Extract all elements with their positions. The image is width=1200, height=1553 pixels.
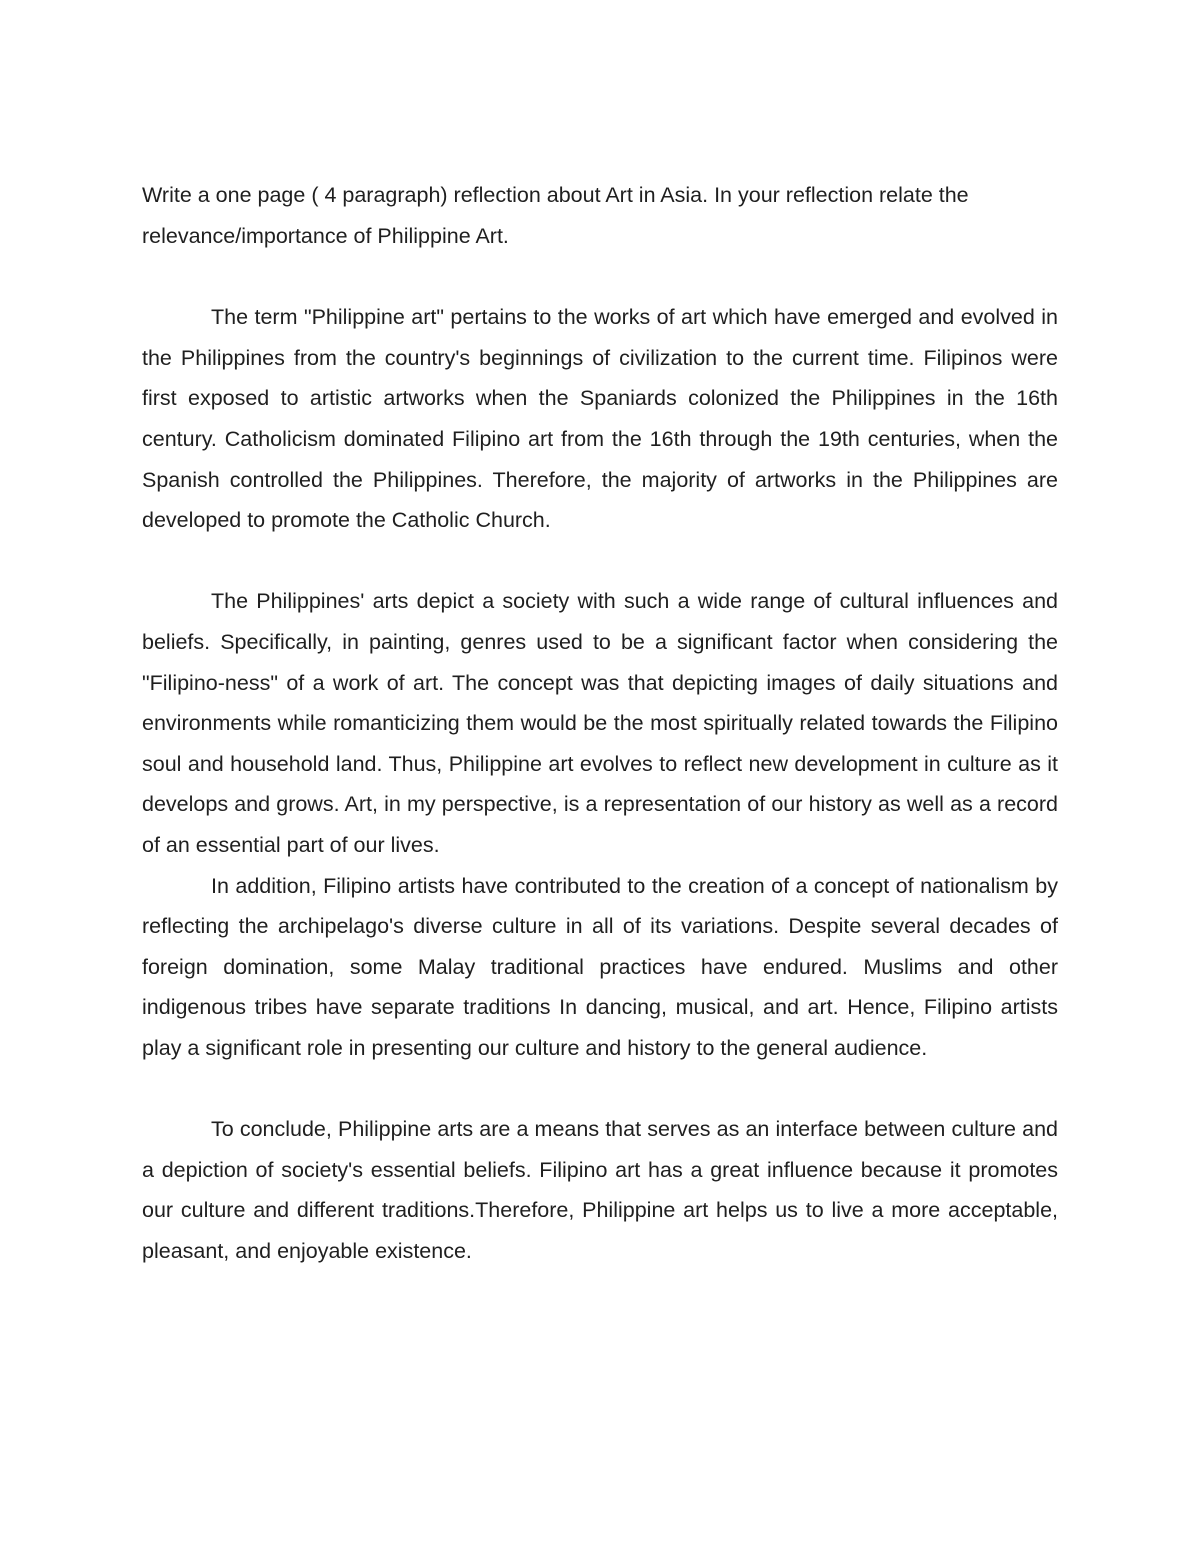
paragraph-2: The Philippines' arts depict a society with such a wide range of cultural influences and beliefs. Specifically, in painting, genres used to be a significant factor when considering the "Filipino-ness" of a work of art. The concept was that depicting images of daily situations and environments while romanticizing them would be the most spiritually related towards the Filipino soul and household land. Thus, Philippine art evolves to reflect new development in culture as it develops and grows. Art, in my perspective, is a representation of our history as well as a record of an essential part of our lives. (142, 589, 1058, 857)
assignment-prompt: Write a one page ( 4 paragraph) reflection about Art in Asia. In your reflection relate the relevance/importance of Philippine Art. (142, 183, 969, 248)
paragraph-4: To conclude, Philippine arts are a means that serves as an interface between culture and a depiction of society's essential beliefs. Filipino art has a great influence because it promotes our culture and different traditions.Therefore, Philippine art helps us to live a more acceptable, pleasant, and enjoyable existence. (142, 1117, 1058, 1263)
document-body (142, 175, 1058, 1271)
paragraph-1: The term "Philippine art" pertains to the works of art which have emerged and evolved in the Philippines from the country's beginnings of civilization to the current time. Filipinos were first exposed to artistic artworks when the Spaniards colonized the Philippines in the 16th century. Catholicism dominated Filipino art from the 16th through the 19th centuries, when the Spanish controlled the Philippines. Therefore, the majority of artworks in the Philippines are developed to promote the Catholic Church. (142, 305, 1058, 533)
paragraph-3: In addition, Filipino artists have contributed to the creation of a concept of nationalism by reflecting the archipelago's diverse culture in all of its variations. Despite several decades of foreign domination, some Malay traditional practices have endured. Muslims and other indigenous tribes have separate traditions In dancing, musical, and art. Hence, Filipino artists play a significant role in presenting our culture and history to the general audience. (142, 873, 1058, 1060)
